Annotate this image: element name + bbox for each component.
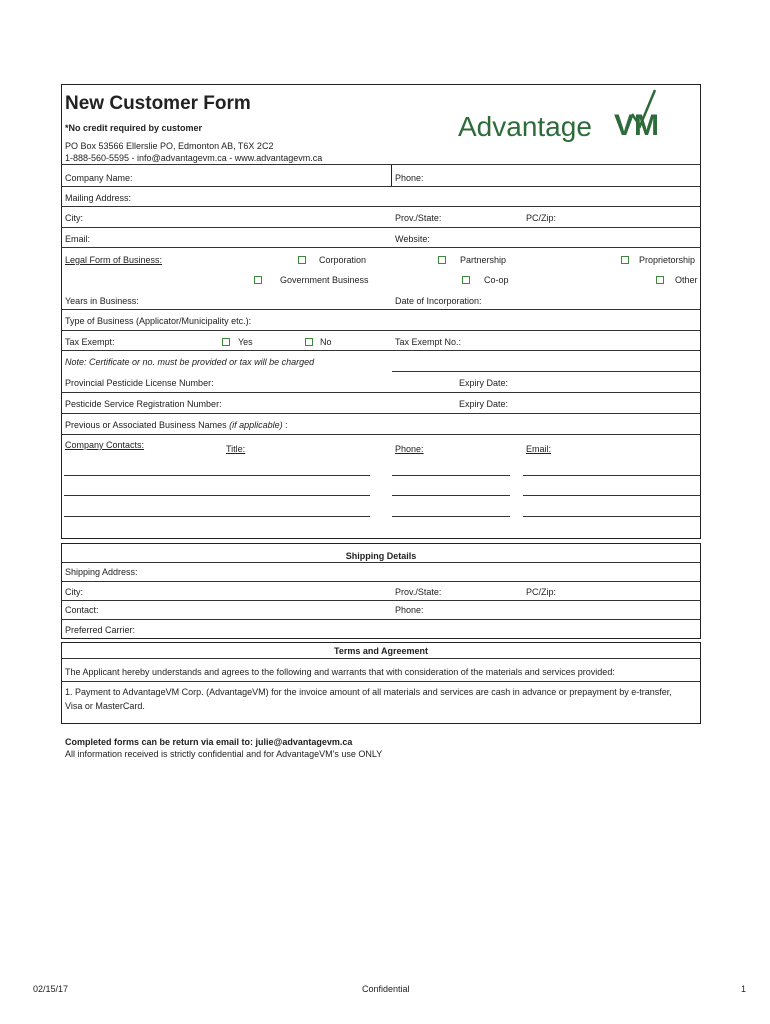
company-contact-line: 1-888-560-5595 - info@advantagevm.ca - www.advantagevm.ca [65, 153, 323, 163]
confidentiality-note: All information received is strictly confidential and for AdvantageVM's use ONLY [65, 749, 383, 759]
company-contacts-label: Company Contacts: [65, 440, 145, 450]
city-label: City: [65, 213, 83, 223]
company-name-field[interactable] [130, 168, 388, 185]
shipping-address-label: Shipping Address: [65, 567, 138, 577]
tax-exempt-no-checkbox[interactable] [305, 338, 313, 346]
logo-check-icon [628, 88, 658, 130]
preferred-carrier-label: Preferred Carrier: [65, 625, 136, 635]
shipping-phone-label: Phone: [395, 605, 424, 615]
contact-row-1-phone[interactable] [392, 475, 510, 476]
years-in-business-field[interactable] [140, 292, 385, 308]
page-title: New Customer Form [65, 93, 251, 114]
terms-item-1-line-2: Visa or MasterCard. [65, 701, 145, 711]
tax-exempt-label: Tax Exempt: [65, 337, 115, 347]
shipping-prov-state-field[interactable] [448, 583, 520, 599]
pesticide-license-field[interactable] [220, 374, 450, 390]
shipping-contact-field[interactable] [105, 602, 385, 618]
contact-row-3-email[interactable] [523, 516, 701, 517]
proprietorship-checkbox[interactable] [621, 256, 629, 264]
corporation-checkbox[interactable] [298, 256, 306, 264]
type-of-business-label: Type of Business (Applicator/Municipality etc.): [65, 316, 252, 326]
pesticide-registration-field[interactable] [230, 395, 450, 411]
coop-checkbox[interactable] [462, 276, 470, 284]
pesticide-registration-label: Pesticide Service Registration Number: [65, 399, 222, 409]
contact-title-header: Title: [226, 444, 246, 454]
email-field[interactable] [90, 230, 385, 246]
corporation-label: Corporation [319, 255, 367, 265]
shipping-pc-zip-label: PC/Zip: [526, 587, 557, 597]
contact-row-3-phone[interactable] [392, 516, 510, 517]
phone-field[interactable] [425, 168, 697, 185]
previous-names-label [65, 420, 288, 431]
years-in-business-label: Years in Business: [65, 296, 139, 306]
partnership-checkbox[interactable] [438, 256, 446, 264]
date-of-incorporation-field[interactable] [490, 292, 695, 308]
shipping-city-label: City: [65, 587, 83, 597]
contact-row-2-email[interactable] [523, 495, 701, 496]
other-checkbox[interactable] [656, 276, 664, 284]
footer-confidential: Confidential [362, 984, 410, 994]
tax-exempt-yes-checkbox[interactable] [222, 338, 230, 346]
return-email-note: Completed forms can be return via email to: julie@advantagevm.ca [65, 737, 353, 747]
preferred-carrier-field[interactable] [140, 621, 695, 637]
company-name-label: Company Name: [65, 173, 133, 183]
pc-zip-label: PC/Zip: [526, 213, 557, 223]
proprietorship-label: Proprietorship [639, 255, 696, 265]
coop-label: Co-op [484, 275, 509, 285]
shipping-pc-zip-field[interactable] [560, 583, 696, 599]
date-of-incorporation-label: Date of Incorporation: [395, 296, 482, 306]
license-expiry-field[interactable] [515, 374, 695, 390]
contact-email-header: Email: [526, 444, 552, 454]
contact-row-1-name[interactable] [64, 475, 370, 476]
prov-state-label: Prov./State: [395, 213, 442, 223]
phone-label: Phone: [395, 173, 424, 183]
previous-names-text: Previous or Associated Business Names [65, 420, 230, 430]
mailing-address-field[interactable] [135, 189, 695, 205]
registration-expiry-field[interactable] [515, 395, 695, 411]
license-expiry-label: Expiry Date: [459, 378, 509, 388]
shipping-address-field[interactable] [140, 564, 695, 580]
tax-exempt-yes-label: Yes [238, 337, 253, 347]
website-label: Website: [395, 234, 430, 244]
email-label: Email: [65, 234, 91, 244]
footer-date: 02/15/17 [33, 984, 69, 994]
type-of-business-field[interactable] [260, 312, 695, 328]
contact-row-2-name[interactable] [64, 495, 370, 496]
logo-wordmark: Advantage [458, 111, 592, 142]
pc-zip-field[interactable] [560, 209, 696, 225]
mailing-address-label: Mailing Address: [65, 193, 132, 203]
footer-page-number: 1 [741, 984, 747, 994]
prov-state-field[interactable] [448, 209, 520, 225]
previous-names-colon: : [282, 420, 288, 430]
shipping-heading: Shipping Details [345, 551, 417, 561]
registration-expiry-label: Expiry Date: [459, 399, 509, 409]
logo-vm-mark: VM [614, 109, 659, 142]
government-business-checkbox[interactable] [254, 276, 262, 284]
website-field[interactable] [435, 230, 695, 246]
government-business-label: Government Business [280, 275, 369, 285]
pesticide-license-label: Provincial Pesticide License Number: [65, 378, 214, 388]
tax-exempt-number-label: Tax Exempt No.: [395, 337, 462, 347]
advantagevm-logo [458, 88, 673, 148]
tax-exempt-no-label: No [320, 337, 332, 347]
previous-names-field[interactable] [295, 416, 695, 432]
credit-note: *No credit required by customer [65, 123, 203, 133]
tax-note: Note: Certificate or no. must be provided or tax will be charged [65, 357, 315, 367]
terms-intro: The Applicant hereby understands and agrees to the following and warrants that with consideration of the materials and services provided: [65, 667, 615, 677]
partnership-label: Partnership [460, 255, 507, 265]
shipping-city-field[interactable] [85, 583, 385, 599]
tax-exempt-number-field[interactable] [470, 333, 695, 349]
terms-item-1-line-1: 1. Payment to AdvantageVM Corp. (AdvantageVM) for the invoice amount of all materials and services are cash in advance or prepayment by e-transfer, [65, 687, 672, 697]
terms-heading: Terms and Agreement [333, 646, 429, 656]
contact-phone-header: Phone: [395, 444, 424, 454]
previous-names-applicable: (if applicable) [229, 420, 283, 430]
contact-row-1-email[interactable] [523, 475, 701, 476]
company-address: PO Box 53566 Ellerslie PO, Edmonton AB, T6X 2C2 [65, 141, 274, 151]
shipping-prov-state-label: Prov./State: [395, 587, 442, 597]
contact-row-2-phone[interactable] [392, 495, 510, 496]
contact-row-3-name[interactable] [64, 516, 370, 517]
other-label: Other [675, 275, 698, 285]
legal-form-label: Legal Form of Business: [65, 255, 163, 265]
shipping-contact-label: Contact: [65, 605, 99, 615]
city-field[interactable] [85, 209, 385, 225]
shipping-phone-field[interactable] [428, 602, 696, 618]
